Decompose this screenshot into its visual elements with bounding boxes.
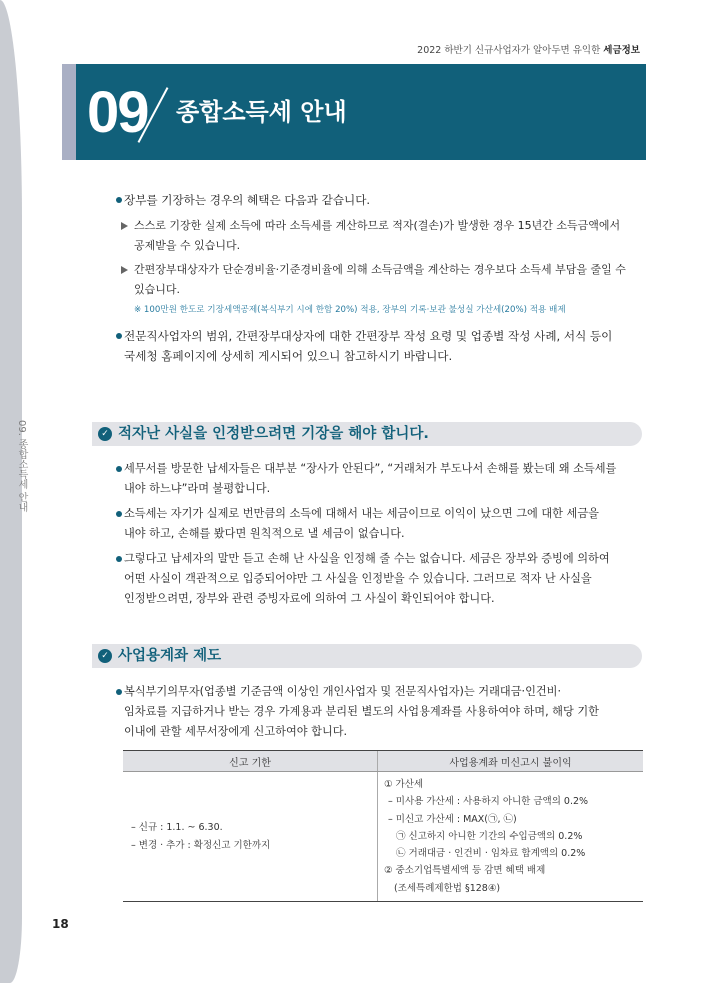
penalty-cell	[378, 772, 644, 902]
intro-sub-1-line-1: 스스로 기장한 실제 소득에 따라 소득세를 계산하므로 적자(결손)가 발생한 경우 15년간 소득금액에서	[134, 219, 621, 232]
section-1-bullet-2-line-2: 내야 하고, 손해를 봤다면 원칙적으로 낼 세금이 없습니다.	[124, 527, 405, 540]
deadline-cell	[123, 772, 378, 902]
section-2-bullet-1-line-3: 이내에 관할 세무서장에게 신고하여야 합니다.	[124, 725, 348, 738]
running-header-text: 2022 하반기 신규사업자가 알아두면 유익한	[417, 45, 604, 56]
section-2-bullet-1-line-1: 복식부기의무자(업종별 기준금액 이상인 개인사업자 및 전문직사업자)는 거래대금·인건비·	[124, 685, 562, 698]
penalty-item: – 미신고 가산세 : MAX(㉠, ㉡)	[388, 813, 517, 825]
check-circle-icon: ✓	[98, 649, 112, 663]
side-chapter-label: 09. 종합소득세 안내	[16, 420, 27, 513]
chapter-title-band	[62, 64, 646, 160]
triangle-bullet-icon	[121, 222, 128, 230]
running-header-bold: 세금정보	[603, 45, 640, 56]
intro-note: ※ 100만원 한도로 기장세액공제(복식부기 시에 한함 20%) 적용, 장부의 기록·보관 불성실 가산세(20%) 적용 배제	[134, 305, 566, 315]
page-number: 18	[52, 917, 69, 931]
deadline-item: – 변경 · 추가 : 확정신고 기한까지	[131, 839, 271, 851]
running-header	[417, 42, 640, 56]
intro-bullet-2-line-2: 국세청 홈페이지에 상세히 게시되어 있으니 참고하시기 바랍니다.	[124, 349, 453, 363]
check-circle-icon: ✓	[98, 427, 112, 441]
bullet-icon	[116, 197, 122, 203]
table-row	[123, 772, 643, 902]
section-1-bullet-3-line-1: 그렇다고 납세자의 말만 듣고 손해 난 사실을 인정해 줄 수는 없습니다. 세금은 장부와 증빙에 의하여	[124, 552, 610, 565]
section-1-title: 적자난 사실을 인정받으려면 기장을 해야 합니다.	[118, 426, 429, 442]
intro-sub-1-line-2: 공제받을 수 있습니다.	[134, 239, 241, 252]
business-account-table	[123, 750, 643, 902]
section-1-bullet-1-line-1: 세무서를 방문한 납세자들은 대부분 “장사가 안된다”, “거래처가 부도나서 손해를 봤는데 왜 소득세를	[124, 462, 617, 475]
table-header-penalty: 사업용계좌 미신고시 불이익	[378, 751, 644, 772]
bullet-icon	[116, 689, 122, 695]
penalty-item: ① 가산세	[384, 779, 424, 790]
chapter-title: 종합소득세 안내	[176, 98, 347, 126]
chapter-number: 09	[87, 80, 148, 145]
table-header-row	[123, 751, 643, 772]
table-header-deadline: 신고 기한	[123, 751, 378, 772]
bullet-icon	[116, 556, 122, 562]
deadline-item: – 신규 : 1.1. ~ 6.30.	[131, 821, 223, 833]
penalty-item: ② 중소기업특별세액 등 감면 혜택 배제	[384, 865, 546, 877]
penalty-item: ㉡ 거래대금 · 인건비 · 임차료 합계액의 0.2%	[396, 848, 586, 860]
section-1-bullet-3-line-3: 인정받으려면, 장부와 관련 증빙자료에 의하여 그 사실이 확인되어야 합니다.	[124, 592, 495, 605]
bullet-icon	[116, 511, 122, 517]
penalty-item: (조세특례제한법 §128④)	[394, 882, 501, 894]
intro-sub-2-line-2: 있습니다.	[134, 283, 181, 296]
triangle-bullet-icon	[121, 266, 128, 274]
bullet-icon	[116, 466, 122, 472]
section-1-bullet-2-line-1: 소득세는 자기가 실제로 번만큼의 소득에 대해서 내는 세금이므로 이익이 났으면 그에 대한 세금을	[124, 507, 599, 520]
bullet-icon	[116, 333, 122, 339]
title-band-accent	[62, 64, 76, 160]
penalty-item: ㉠ 신고하지 아니한 기간의 수입금액의 0.2%	[396, 830, 583, 842]
section-1-bullet-1-line-2: 내야 하느냐”라며 불평합니다.	[124, 482, 271, 495]
section-2-title: 사업용계좌 제도	[118, 648, 222, 664]
intro-bullet-1: 장부를 기장하는 경우의 혜택은 다음과 같습니다.	[124, 193, 371, 207]
section-1-bullet-3-line-2: 어떤 사실이 객관적으로 입증되어야만 그 사실을 인정받을 수 있습니다. 그러므로 적자 난 사실을	[124, 572, 592, 585]
section-2-bullet-1-line-2: 임차료를 지급하거나 받는 경우 가계용과 분리된 별도의 사업용계좌를 사용하여야 하며, 해당 기한	[124, 705, 599, 718]
intro-bullet-2-line-1: 전문직사업자의 범위, 간편장부대상자에 대한 간편장부 작성 요령 및 업종별 작성 사례, 서식 등이	[124, 329, 613, 343]
penalty-item: – 미사용 가산세 : 사용하지 아니한 금액의 0.2%	[388, 796, 589, 808]
intro-sub-2-line-1: 간편장부대상자가 단순경비율·기준경비율에 의해 소득금액을 계산하는 경우보다 소득세 부담을 줄일 수	[134, 263, 626, 276]
